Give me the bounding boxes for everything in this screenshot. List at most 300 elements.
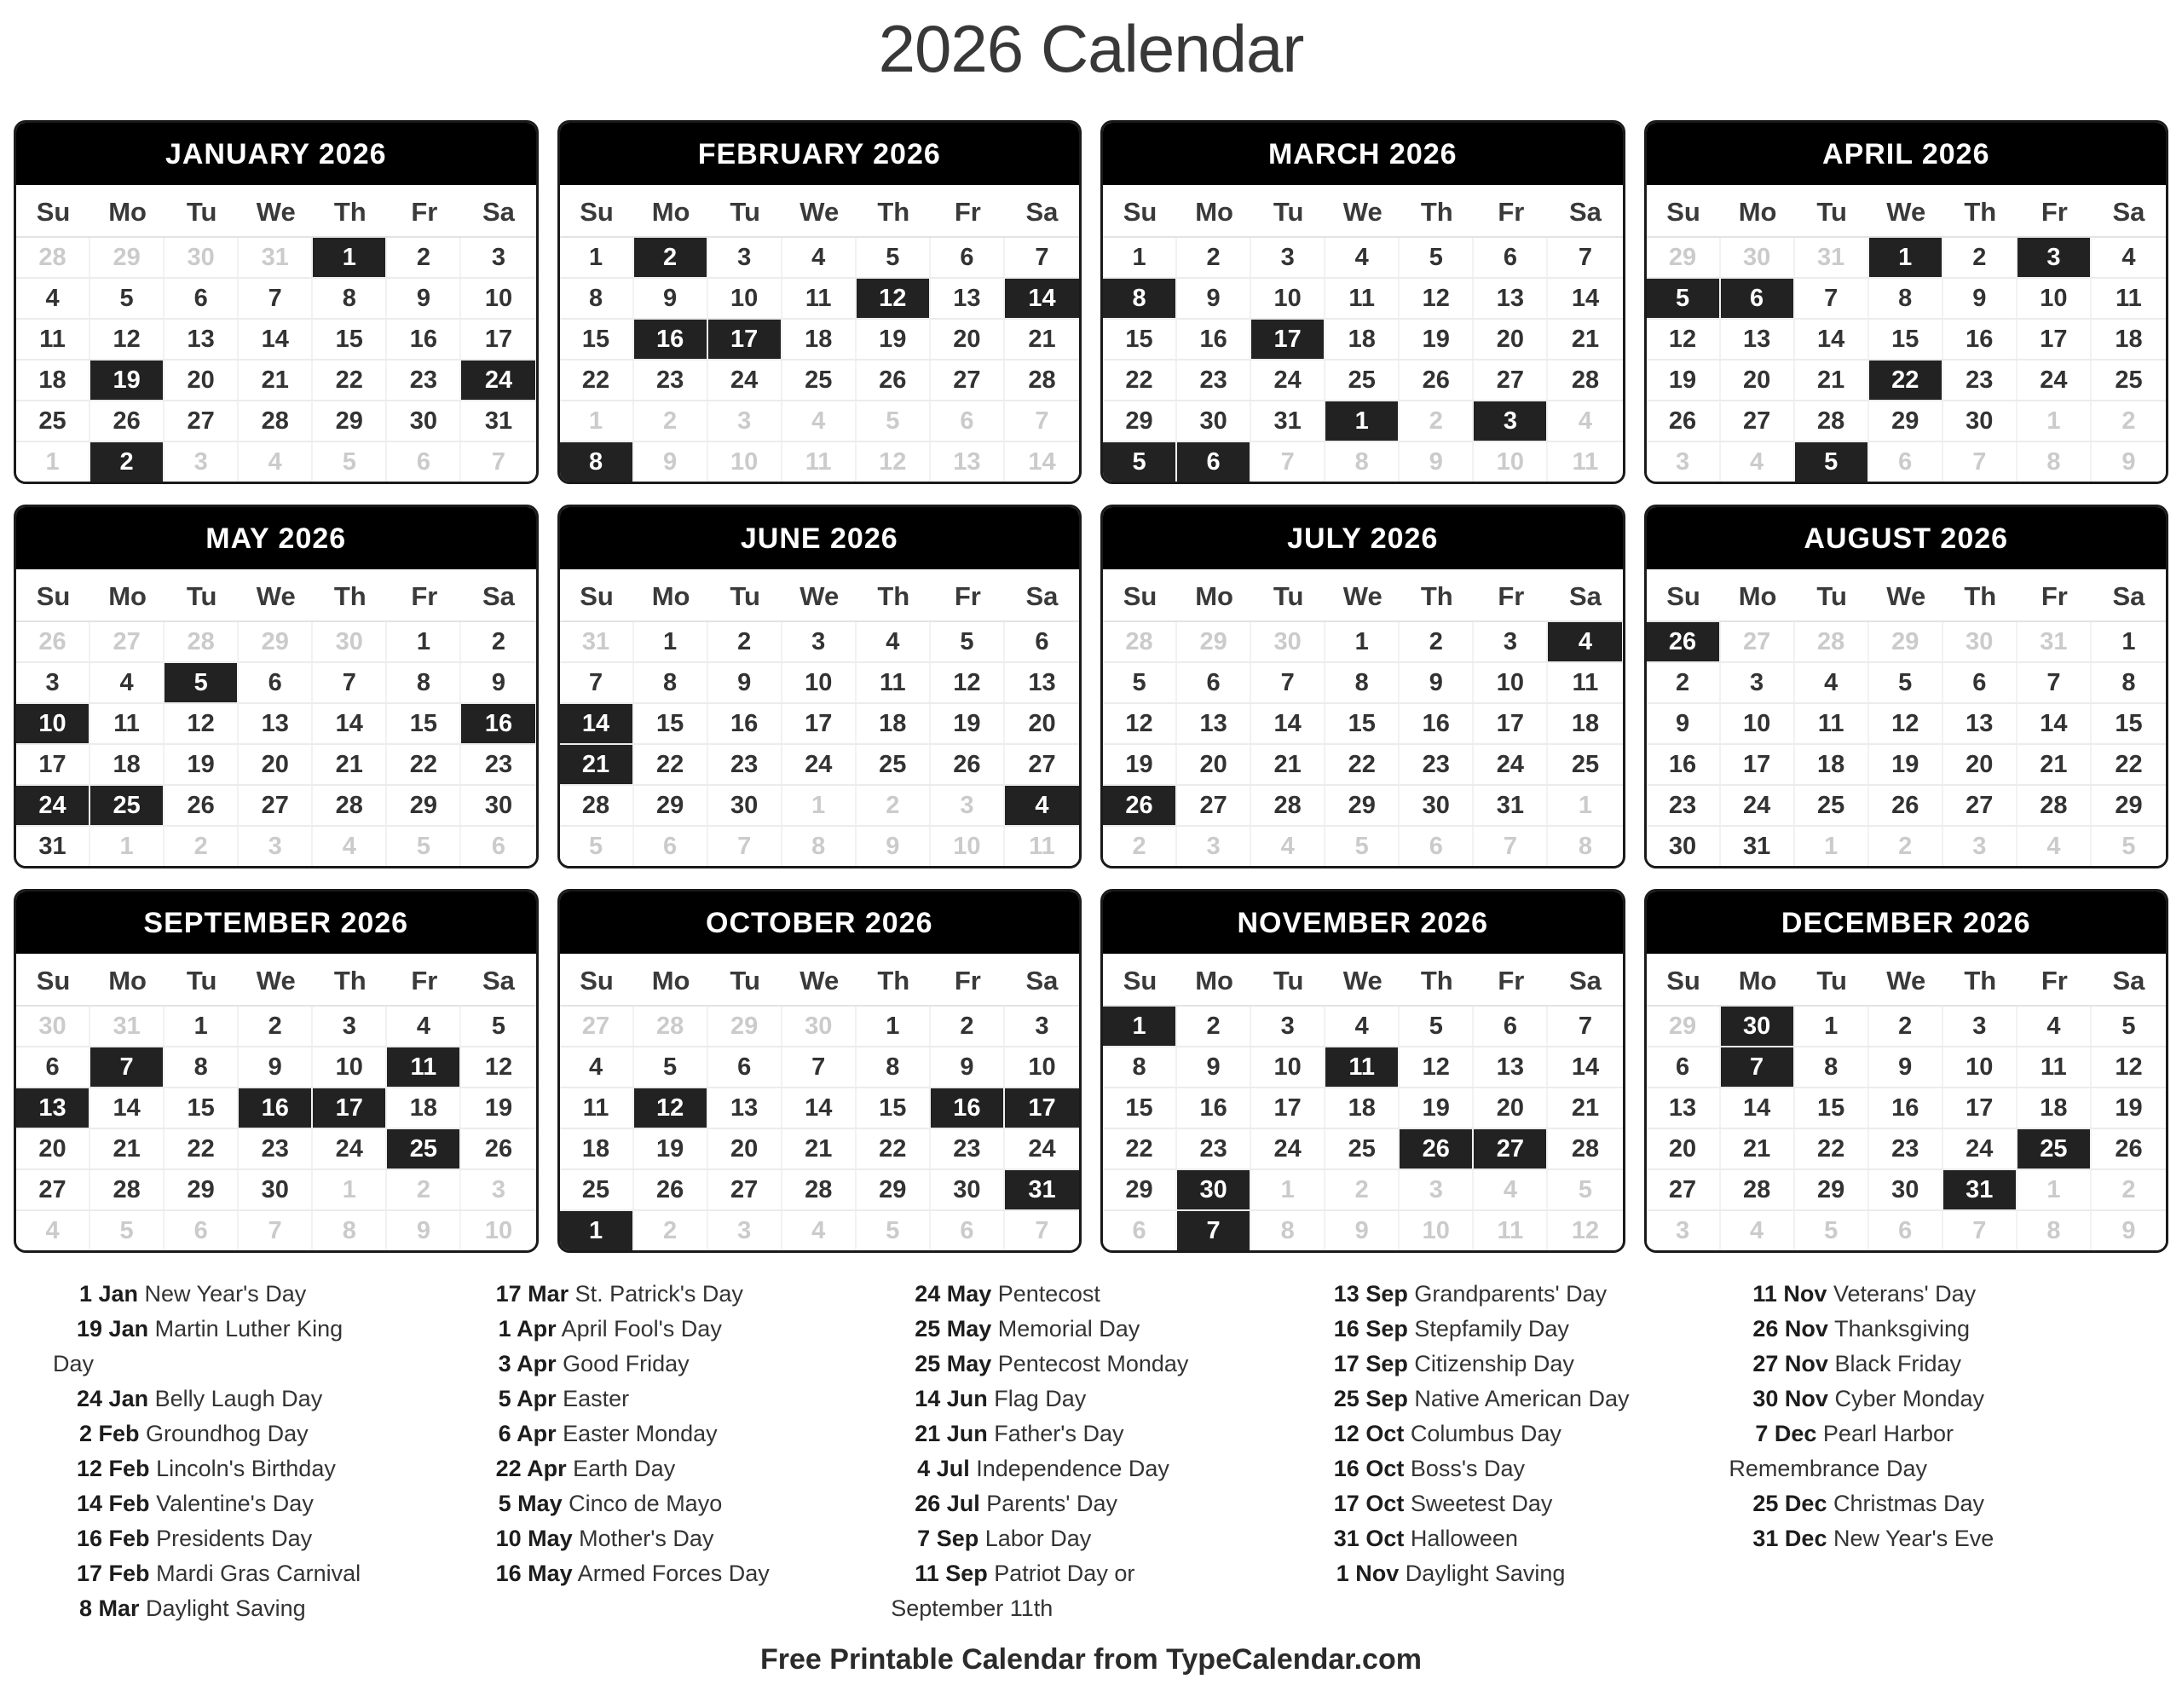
- date-cell-holiday: 5: [1103, 442, 1177, 482]
- date-cell-holiday: 24: [16, 786, 90, 825]
- weekday-label: Fr: [954, 581, 981, 611]
- date-cell: 4: [16, 279, 90, 318]
- date-cell: 6: [1869, 1211, 1943, 1250]
- week-row: [1103, 1047, 1623, 1088]
- date-cell: 30: [1251, 622, 1325, 661]
- date-cell: 28: [90, 1170, 165, 1209]
- date-cell: 21: [1721, 1129, 1795, 1168]
- week-row: [16, 401, 536, 442]
- holiday-item: [53, 1556, 390, 1591]
- date-cell-holiday: 1: [313, 238, 387, 277]
- holiday-day-number: 11: [915, 1561, 939, 1586]
- holiday-day-number: 22: [495, 1456, 522, 1481]
- date-cell: 23: [1647, 786, 1721, 825]
- week-row: [16, 1129, 536, 1170]
- holiday-name: Mardi Gras Carnival: [149, 1561, 361, 1586]
- date-cell: 6: [931, 401, 1005, 441]
- date-cell: 17: [461, 320, 535, 359]
- date-cell: 28: [1721, 1170, 1795, 1209]
- date-cell: 12: [857, 442, 931, 482]
- date-cell: 11: [782, 279, 857, 318]
- date-cell-holiday: 16: [634, 320, 708, 359]
- date-cell: 1: [857, 1007, 931, 1046]
- holiday-column: [472, 1277, 892, 1626]
- holiday-column: [1729, 1277, 2148, 1626]
- week-row: [16, 442, 536, 482]
- date-cell-holiday: 30: [1721, 1007, 1795, 1046]
- holiday-date: 1 Jan: [65, 1281, 138, 1307]
- holiday-day-number: 21: [915, 1421, 941, 1446]
- date-cell: 11: [560, 1088, 634, 1128]
- date-cell: 5: [857, 238, 931, 277]
- week-row: [16, 663, 536, 704]
- date-cell: 23: [1400, 745, 1474, 784]
- holiday-date: 17 Mar: [484, 1281, 569, 1307]
- date-cell: 14: [2017, 704, 2092, 743]
- holiday-item: [1729, 1312, 2065, 1347]
- date-cell: 9: [1400, 442, 1474, 482]
- holiday-date: 31 Dec: [1740, 1526, 1827, 1551]
- holiday-name: New Year's Eve: [1827, 1526, 1994, 1551]
- date-cell: 30: [461, 786, 535, 825]
- date-cell: 29: [1869, 401, 1943, 441]
- date-cell: 16: [1177, 320, 1251, 359]
- holiday-date: 2 Feb: [65, 1421, 140, 1446]
- holiday-day-number: 31: [1752, 1526, 1779, 1551]
- holiday-day-number: 31: [1333, 1526, 1359, 1551]
- holiday-day-number: 12: [1333, 1421, 1359, 1446]
- weekday-label: Th: [1420, 581, 1453, 611]
- date-cell: 29: [1325, 786, 1400, 825]
- date-cell: 9: [1943, 279, 2017, 318]
- date-cell: 4: [782, 401, 857, 441]
- date-cell: 12: [1647, 320, 1721, 359]
- month-header: FEBRUARY 2026: [560, 123, 1080, 185]
- date-cell: 13: [1005, 663, 1079, 702]
- date-cell: 25: [560, 1170, 634, 1209]
- date-cell: 4: [16, 1211, 90, 1250]
- date-cell: 20: [931, 320, 1005, 359]
- date-cell: 14: [90, 1088, 165, 1128]
- date-cell: 14: [1721, 1088, 1795, 1128]
- month-panel-march: [1100, 120, 1625, 484]
- date-cell: 29: [634, 786, 708, 825]
- date-cell: 10: [461, 1211, 535, 1250]
- date-cell: 24: [1943, 1129, 2017, 1168]
- date-cell: 2: [857, 786, 931, 825]
- date-cell: 12: [2092, 1047, 2166, 1087]
- date-cell: 4: [313, 827, 387, 866]
- date-cell: 10: [461, 279, 535, 318]
- holiday-item: [1310, 1382, 1647, 1417]
- date-cell: 3: [1647, 1211, 1721, 1250]
- date-cell: 15: [1103, 320, 1177, 359]
- holiday-day-number: 5: [498, 1491, 511, 1516]
- weekday-label: Th: [877, 581, 910, 611]
- weekday-label: Mo: [651, 581, 690, 611]
- date-cell: 23: [1177, 361, 1251, 400]
- holiday-item: [472, 1347, 809, 1382]
- date-cell: 2: [165, 827, 239, 866]
- weekday-label: Sa: [1568, 197, 1602, 227]
- date-cell: 4: [1251, 827, 1325, 866]
- date-cell: 23: [387, 361, 461, 400]
- date-cell: 19: [931, 704, 1005, 743]
- date-cell: 18: [1795, 745, 1869, 784]
- date-cell: 11: [1548, 442, 1622, 482]
- date-cell-holiday: 5: [1795, 442, 1869, 482]
- week-row: [1103, 238, 1623, 279]
- date-cell-holiday: 1: [560, 1211, 634, 1250]
- date-cell: 1: [165, 1007, 239, 1046]
- date-cell: 19: [1400, 320, 1474, 359]
- date-cell: 30: [1943, 401, 2017, 441]
- weekday-label: Fr: [1498, 966, 1525, 995]
- date-cell: 4: [1325, 1007, 1400, 1046]
- holiday-column: [891, 1277, 1310, 1626]
- week-row: [1103, 663, 1623, 704]
- week-row: [1647, 1170, 2167, 1211]
- date-cell: 4: [387, 1007, 461, 1046]
- date-cell-holiday: 6: [1177, 442, 1251, 482]
- week-row: [1647, 361, 2167, 401]
- holiday-item: [472, 1451, 809, 1486]
- week-row: [16, 279, 536, 320]
- holiday-day-number: 7: [1755, 1421, 1769, 1446]
- date-cell: 8: [1325, 442, 1400, 482]
- date-cell: 6: [1177, 663, 1251, 702]
- date-cell-holiday: 26: [1647, 622, 1721, 661]
- holiday-day-number: 5: [498, 1386, 511, 1411]
- date-cell: 7: [708, 827, 782, 866]
- holiday-item: [472, 1417, 809, 1451]
- holiday-day-number: 7: [917, 1526, 931, 1551]
- date-cell: 5: [1869, 663, 1943, 702]
- date-cell: 10: [1474, 442, 1548, 482]
- holiday-date: 27 Nov: [1740, 1351, 1828, 1376]
- date-cell: 8: [387, 663, 461, 702]
- weekday-label: Su: [1123, 197, 1157, 227]
- date-cell: 12: [165, 704, 239, 743]
- weekday-label: Fr: [411, 966, 438, 995]
- week-row: [1647, 622, 2167, 663]
- date-cell: 27: [1474, 361, 1548, 400]
- date-cell: 31: [1251, 401, 1325, 441]
- month-panel-october: [557, 889, 1082, 1253]
- date-cell: 29: [2092, 786, 2166, 825]
- date-cell: 9: [387, 279, 461, 318]
- date-cell: 7: [1548, 238, 1622, 277]
- date-cell: 10: [1474, 663, 1548, 702]
- date-cell: 1: [16, 442, 90, 482]
- date-cell: 11: [2017, 1047, 2092, 1087]
- date-cell: 9: [634, 442, 708, 482]
- holiday-name: Grandparents' Day: [1407, 1281, 1608, 1307]
- weekday-label: Fr: [1498, 581, 1525, 611]
- date-cell: 9: [239, 1047, 313, 1087]
- date-cell: 12: [1400, 1047, 1474, 1087]
- weekday-label: Fr: [2041, 966, 2068, 995]
- date-cell: 15: [1325, 704, 1400, 743]
- date-cell: 7: [313, 663, 387, 702]
- date-cell: 1: [782, 786, 857, 825]
- date-cell: 4: [857, 622, 931, 661]
- date-cell: 17: [1721, 745, 1795, 784]
- holiday-date: 1 Nov: [1322, 1561, 1400, 1586]
- holiday-day-number: 17: [1333, 1351, 1359, 1376]
- week-row: [560, 1170, 1080, 1211]
- date-cell-holiday: 27: [1474, 1129, 1548, 1168]
- month-panel-january: [14, 120, 539, 484]
- weekday-label: We: [256, 966, 296, 995]
- date-cell: 4: [2092, 238, 2166, 277]
- date-cell: 7: [1474, 827, 1548, 866]
- week-row: [16, 704, 536, 745]
- date-cell: 26: [2092, 1129, 2166, 1168]
- holiday-name: Pearl Harbor Remembrance Day: [1729, 1421, 1954, 1481]
- date-cell: 15: [2092, 704, 2166, 743]
- holiday-day-number: 17: [1333, 1491, 1359, 1516]
- date-cell: 18: [782, 320, 857, 359]
- date-cell: 30: [16, 1007, 90, 1046]
- date-cell: 28: [560, 786, 634, 825]
- weekday-label: Sa: [1025, 197, 1059, 227]
- date-cell: 3: [1400, 1170, 1474, 1209]
- date-cell-holiday: 17: [313, 1088, 387, 1128]
- date-cell: 9: [1647, 704, 1721, 743]
- date-cell: 11: [16, 320, 90, 359]
- date-cell: 20: [1005, 704, 1079, 743]
- date-cell: 2: [708, 622, 782, 661]
- date-cell: 20: [16, 1129, 90, 1168]
- date-cell: 15: [1103, 1088, 1177, 1128]
- date-cell: 13: [165, 320, 239, 359]
- holiday-name: Boss's Day: [1404, 1456, 1526, 1481]
- date-cell: 12: [90, 320, 165, 359]
- date-cell-holiday: 3: [2017, 238, 2092, 277]
- date-cell: 16: [1943, 320, 2017, 359]
- date-cell: 7: [1943, 1211, 2017, 1250]
- weekday-label: Mo: [1738, 197, 1777, 227]
- date-cell: 6: [1400, 827, 1474, 866]
- date-cell: 5: [560, 827, 634, 866]
- holiday-name: Memorial Day: [991, 1316, 1140, 1342]
- weekday-label: We: [799, 966, 840, 995]
- holiday-date: 14 Jun: [903, 1386, 988, 1411]
- week-row: [560, 663, 1080, 704]
- date-cell: 3: [1005, 1007, 1079, 1046]
- date-cell: 23: [931, 1129, 1005, 1168]
- date-cell: 30: [387, 401, 461, 441]
- date-cell: 14: [1795, 320, 1869, 359]
- weekday-label: Su: [1123, 966, 1157, 995]
- date-cell: 21: [2017, 745, 2092, 784]
- weekday-label: Tu: [1273, 581, 1304, 611]
- weekday-label: Mo: [1738, 966, 1777, 995]
- holiday-day-number: 1: [78, 1281, 92, 1307]
- date-cell: 17: [16, 745, 90, 784]
- date-cell-holiday: 16: [931, 1088, 1005, 1128]
- holiday-item: [1729, 1486, 2065, 1521]
- month-panel-december: [1644, 889, 2169, 1253]
- date-cell: 24: [1251, 1129, 1325, 1168]
- week-row: [16, 1211, 536, 1250]
- date-cell: 2: [931, 1007, 1005, 1046]
- date-cell: 2: [461, 622, 535, 661]
- holiday-day-number: 10: [495, 1526, 522, 1551]
- date-cell-holiday: 12: [634, 1088, 708, 1128]
- date-cell-holiday: 2: [634, 238, 708, 277]
- date-cell-holiday: 31: [1943, 1170, 2017, 1209]
- date-cell: 30: [313, 622, 387, 661]
- date-cell: 17: [1943, 1088, 2017, 1128]
- date-cell: 21: [1005, 320, 1079, 359]
- date-cell: 6: [1869, 442, 1943, 482]
- date-cell-holiday: 12: [857, 279, 931, 318]
- date-cell: 8: [165, 1047, 239, 1087]
- date-cell: 7: [1943, 442, 2017, 482]
- date-cell: 19: [1103, 745, 1177, 784]
- date-cell: 15: [313, 320, 387, 359]
- holiday-date: 22 Apr: [484, 1456, 567, 1481]
- weekday-label: Th: [333, 581, 367, 611]
- holiday-name: Pentecost: [991, 1281, 1100, 1307]
- holiday-name: Good Friday: [556, 1351, 690, 1376]
- week-row: [560, 1007, 1080, 1047]
- date-cell: 28: [239, 401, 313, 441]
- date-cell: 4: [1721, 442, 1795, 482]
- holiday-item: [1310, 1451, 1647, 1486]
- week-row: [560, 622, 1080, 663]
- month-panel-june: [557, 505, 1082, 868]
- holiday-day-number: 27: [1752, 1351, 1779, 1376]
- date-cell: 8: [782, 827, 857, 866]
- holiday-day-number: 16: [77, 1526, 103, 1551]
- holiday-item: [472, 1382, 809, 1417]
- holiday-date: 25 Sep: [1322, 1386, 1408, 1411]
- date-cell: 29: [1647, 238, 1721, 277]
- holiday-name: Lincoln's Birthday: [149, 1456, 336, 1481]
- week-row: [560, 704, 1080, 745]
- date-cell: 26: [1647, 401, 1721, 441]
- date-cell: 3: [782, 622, 857, 661]
- week-row: [1647, 663, 2167, 704]
- month-panel-august: [1644, 505, 2169, 868]
- holiday-date: 11 Sep: [903, 1561, 988, 1586]
- holiday-item: [1729, 1277, 2065, 1312]
- date-cell: 17: [782, 704, 857, 743]
- holiday-day-number: 25: [1752, 1491, 1779, 1516]
- date-cell: 2: [387, 1170, 461, 1209]
- date-cell: 30: [1869, 1170, 1943, 1209]
- date-cell: 18: [857, 704, 931, 743]
- weekday-label: We: [1342, 581, 1383, 611]
- date-cell: 11: [1548, 663, 1622, 702]
- holiday-date: 5 May: [484, 1491, 563, 1516]
- holiday-name: Mother's Day: [572, 1526, 714, 1551]
- date-cell: 27: [1647, 1170, 1721, 1209]
- holiday-name: Black Friday: [1827, 1351, 1961, 1376]
- month-panel-february: [557, 120, 1082, 484]
- date-cell: 13: [931, 279, 1005, 318]
- week-row: [1647, 786, 2167, 827]
- date-cell: 28: [1548, 1129, 1622, 1168]
- date-cell: 6: [931, 1211, 1005, 1250]
- holiday-date: 24 May: [903, 1281, 991, 1307]
- date-cell: 15: [1795, 1088, 1869, 1128]
- date-cell: 1: [1795, 1007, 1869, 1046]
- date-cell: 27: [239, 786, 313, 825]
- date-cell: 22: [857, 1129, 931, 1168]
- date-cell: 25: [1795, 786, 1869, 825]
- date-cell: 31: [16, 827, 90, 866]
- date-cell: 7: [1251, 663, 1325, 702]
- date-cell: 13: [1721, 320, 1795, 359]
- date-cell-holiday: 24: [461, 361, 535, 400]
- weekday-label: Mo: [108, 197, 147, 227]
- holiday-item: [1729, 1382, 2065, 1417]
- weekday-label: Mo: [1195, 581, 1233, 611]
- date-cell: 16: [1647, 745, 1721, 784]
- holiday-name: Native American Day: [1407, 1386, 1630, 1411]
- holiday-name: St. Patrick's Day: [569, 1281, 743, 1307]
- date-cell: 12: [1869, 704, 1943, 743]
- date-cell: 9: [708, 663, 782, 702]
- weekday-label: Sa: [1025, 966, 1059, 995]
- weekday-label: Su: [1666, 581, 1700, 611]
- holiday-date: 1 Apr: [484, 1316, 557, 1342]
- weekday-label: Th: [1420, 966, 1453, 995]
- date-cell: 22: [2092, 745, 2166, 784]
- weekday-label: Sa: [482, 966, 515, 995]
- date-cell: 16: [1400, 704, 1474, 743]
- date-cell: 13: [1474, 1047, 1548, 1087]
- date-cell: 8: [2017, 442, 2092, 482]
- week-row: [560, 320, 1080, 361]
- weekday-label: Th: [333, 197, 367, 227]
- weekday-label: Sa: [1025, 581, 1059, 611]
- date-cell: 3: [708, 238, 782, 277]
- date-cell: 6: [1474, 1007, 1548, 1046]
- date-cell: 21: [782, 1129, 857, 1168]
- holiday-name: Stepfamily Day: [1407, 1316, 1569, 1342]
- holiday-name: Veterans' Day: [1827, 1281, 1977, 1307]
- holiday-item: [472, 1486, 809, 1521]
- holiday-date: 25 May: [903, 1351, 991, 1376]
- holiday-name: Patriot Day or September 11th: [891, 1561, 1135, 1621]
- date-cell: 14: [1005, 442, 1079, 482]
- week-row: [16, 1007, 536, 1047]
- date-cell: 25: [857, 745, 931, 784]
- date-cell: 1: [1103, 238, 1177, 277]
- weekday-label: Su: [580, 966, 614, 995]
- date-cell-holiday: 7: [90, 1047, 165, 1087]
- holiday-day-number: 17: [495, 1281, 522, 1307]
- weekday-label: Su: [580, 581, 614, 611]
- date-cell: 3: [461, 1170, 535, 1209]
- holiday-name: Parents' Day: [979, 1491, 1117, 1516]
- week-row: [16, 1047, 536, 1088]
- week-row: [16, 786, 536, 827]
- date-cell: 13: [931, 442, 1005, 482]
- date-cell: 28: [634, 1007, 708, 1046]
- date-cell: 18: [1325, 1088, 1400, 1128]
- holiday-item: [891, 1382, 1227, 1417]
- holiday-date: 16 Feb: [65, 1526, 150, 1551]
- date-cell: 6: [1943, 663, 2017, 702]
- date-cell: 2: [1647, 663, 1721, 702]
- date-cell: 10: [1721, 704, 1795, 743]
